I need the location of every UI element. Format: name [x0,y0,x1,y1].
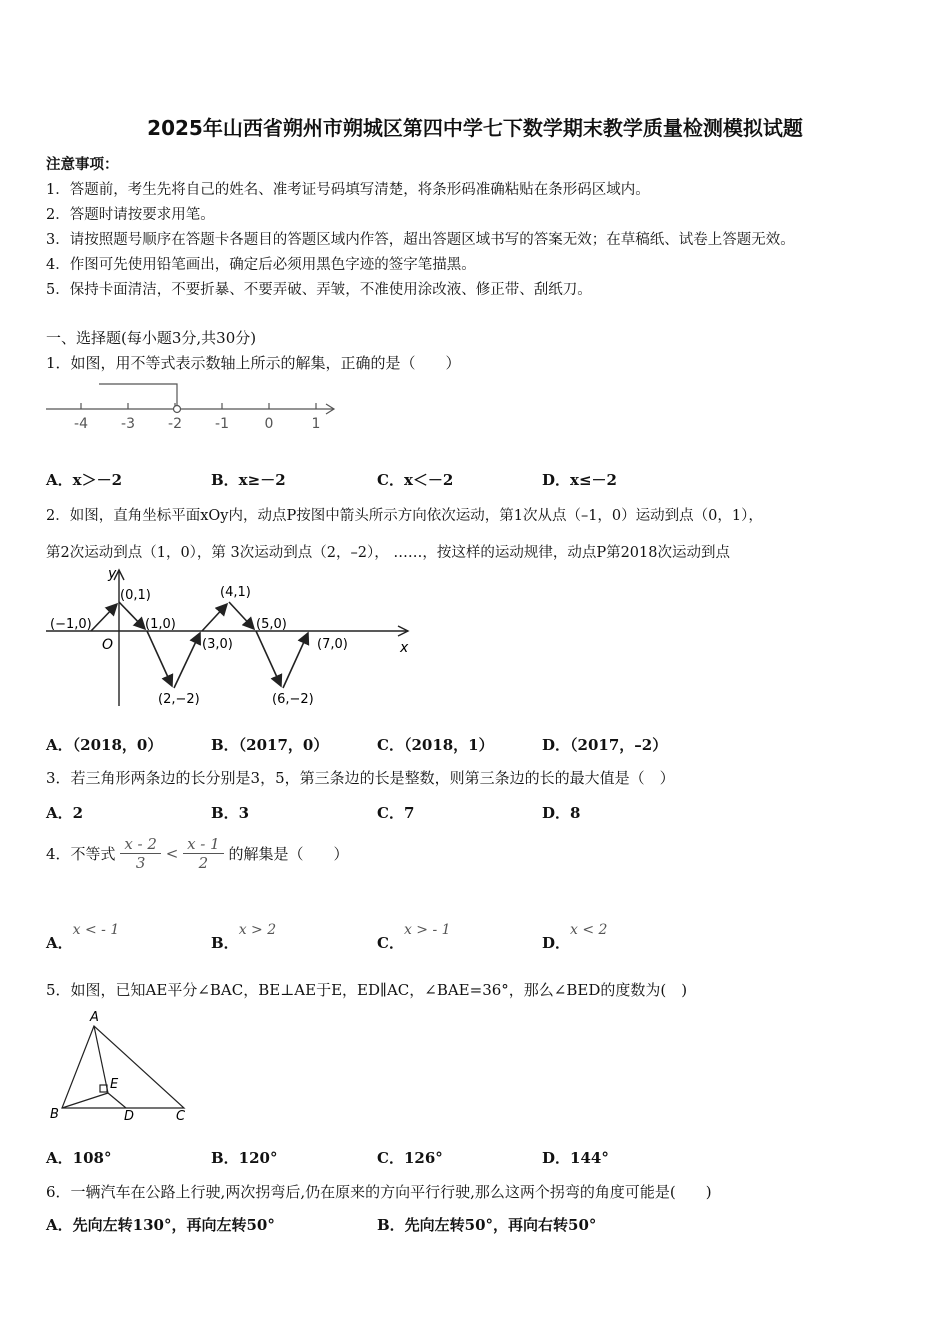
question-2-stem-line2: 第2次运动到点（1，0），第 3次运动到点（2，–2）， ……，按这样的运动规律，动点P第2018次运动到点 [46,545,730,561]
point-label: (5,0) [256,617,287,632]
question-4-stem: 4．不等式 $\frac{x - 2}{3}$ < $\frac{x - 1}{2}$ 的解集是（ ） [46,835,349,872]
vertex-label: D [124,1109,135,1124]
option-c[interactable]: C．（2018，1） [377,736,494,754]
option-d[interactable]: D．x≤－2 [542,471,617,489]
question-6-stem: 6．一辆汽车在公路上行驶,两次拐弯后,仍在原来的方向平行行驶,那么这两个拐弯的角度可能是( ) [46,1183,712,1201]
notice-item: 1．答题前，考生先将自己的姓名、准考证号码填写清楚，将条形码准确粘贴在条形码区域内。 [46,182,650,198]
fraction: $\frac{x - 1}{2}$ [183,835,224,872]
vertex-label: A [90,1010,99,1025]
notice-item: 5．保持卡面清洁，不要折暴、不要弄破、弄皱，不准使用涂改液、修正带、刮纸刀。 [46,282,592,298]
notice-item: 3．请按照题号顺序在答题卡各题目的答题区域内作答，超出答题区域书写的答案无效；在草稿纸、试卷上答题无效。 [46,232,795,248]
page-title: 2025年山西省朔州市朔城区第四中学七下数学期末教学质量检测模拟试题 [147,116,803,140]
coordinate-path-figure [44,566,419,711]
axis-tick-label: -3 [121,416,135,432]
vertex-label: B [50,1107,59,1122]
option-b[interactable]: B．先向左转50°，再向右转50° [377,1216,597,1234]
option-a[interactable]: A．x < - 1 [46,922,120,952]
question-2-stem-line1: 2．如图，直角坐标平面xOy内，动点P按图中箭头所示方向依次运动，第1次从点（–1，0）运动到点（0，1）， [46,508,763,524]
option-d[interactable]: D．（2017，–2） [542,736,668,754]
point-label: (6,−2) [272,692,314,707]
axis-tick-label: -2 [168,416,182,432]
option-b[interactable]: B．x > 2 [211,922,277,952]
point-label: (−1,0) [50,617,92,632]
point-label: (3,0) [202,637,233,652]
option-a[interactable]: A．（2018，0） [46,736,163,754]
option-c[interactable]: C．126° [377,1149,443,1167]
axis-tick-label: 0 [264,416,274,432]
option-a[interactable]: A．108° [46,1149,112,1167]
option-c[interactable]: C．7 [377,804,415,822]
axis-tick-label: -4 [74,416,88,432]
notice-item: 4．作图可先使用铅笔画出，确定后必须用黑色字迹的签字笔描黑。 [46,257,476,273]
point-label: (7,0) [317,637,348,652]
option-a[interactable]: A．2 [46,804,84,822]
option-b[interactable]: B．（2017，0） [211,736,329,754]
option-a[interactable]: A．x＞－2 [46,471,123,489]
option-b[interactable]: B．3 [211,804,250,822]
option-c[interactable]: C．x > - 1 [377,922,451,952]
vertex-label: E [110,1077,119,1092]
notice-item: 2．答题时请按要求用笔。 [46,207,215,223]
section-heading: 一、选择题(每小题3分,共30分) [46,329,257,347]
option-b[interactable]: B．120° [211,1149,278,1167]
point-label: (1,0) [145,617,176,632]
point-label: (2,−2) [158,692,200,707]
option-d[interactable]: D．8 [542,804,581,822]
notice-heading: 注意事项： [46,156,119,173]
option-d[interactable]: D．x < 2 [542,922,608,952]
axis-tick-label: -1 [215,416,229,432]
vertex-label: C [176,1109,186,1124]
option-b[interactable]: B．x≥－2 [211,471,286,489]
question-3-stem: 3．若三角形两条边的长分别是3，5，第三条边的长是整数，则第三条边的长的最大值是（ ） [46,769,675,787]
fraction: $\frac{x - 2}{3}$ [120,835,161,872]
origin-label: O [102,637,114,653]
option-c[interactable]: C．x＜－2 [377,471,454,489]
option-a[interactable]: A．先向左转130°，再向左转50° [46,1216,275,1234]
number-line-figure [44,378,344,438]
y-axis-label: y [108,566,117,582]
x-axis-label: x [400,640,409,656]
question-1-stem: 1．如图，用不等式表示数轴上所示的解集，正确的是（ ） [46,354,461,372]
axis-tick-label: 1 [311,416,321,432]
question-5-stem: 5．如图，已知AE平分∠BAC，BE⊥AE于E，ED∥AC，∠BAE=36°，那么∠BED的度数为( ) [46,981,688,999]
point-label: (0,1) [120,588,151,603]
point-label: (4,1) [220,585,251,600]
option-d[interactable]: D．144° [542,1149,609,1167]
triangle-figure [46,1006,206,1128]
